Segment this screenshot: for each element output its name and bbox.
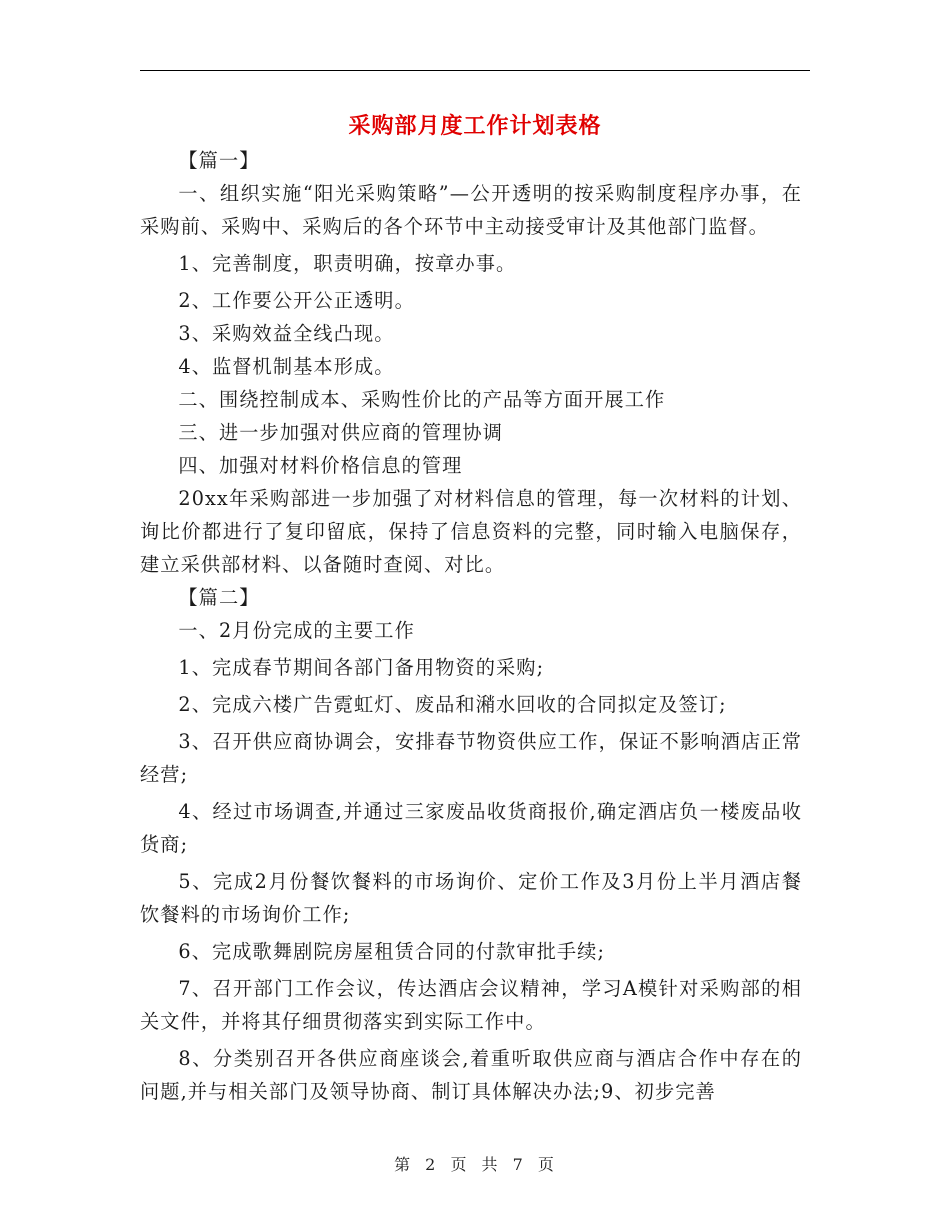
list-item: 8、分类别召开各供应商座谈会,着重听取供应商与酒店合作中存在的问题,并与相关部门及领导协商、制订具体解决办法;9、初步完善 <box>140 1047 802 1103</box>
list-item: 2、完成六楼广告霓虹灯、废品和潲水回收的合同拟定及签订; <box>178 693 727 716</box>
header-rule <box>140 70 810 71</box>
list-item: 1、完成春节期间各部门备用物资的采购; <box>178 656 545 679</box>
paragraph: 一、2月份完成的主要工作 <box>178 619 415 642</box>
list-item: 4、经过市场调查,并通过三家废品收货商报价,确定酒店负一楼废品收货商; <box>140 800 802 856</box>
list-item: 7、召开部门工作会议，传达酒店会议精神，学习A模针对采购部的相关文件，并将其仔细贯彻落实到实际工作中。 <box>140 977 802 1033</box>
section-heading-part-two: 【篇二】 <box>178 586 260 609</box>
section-heading-part-one: 【篇一】 <box>178 149 260 172</box>
paragraph: 四、加强对材料价格信息的管理 <box>178 454 463 477</box>
paragraph: 20xx年采购部进一步加强了对材料信息的管理，每一次材料的计划、询比价都进行了复印留底，保持了信息资料的完整，同时输入电脑保存，建立采供部材料、以备随时查阅、对比。 <box>140 487 802 576</box>
list-item: 6、完成歌舞剧院房屋租赁合同的付款审批手续; <box>178 940 606 963</box>
document-title: 采购部月度工作计划表格 <box>348 113 602 139</box>
paragraph: 二、围绕控制成本、采购性价比的产品等方面开展工作 <box>178 388 666 411</box>
paragraph: 三、进一步加强对供应商的管理协调 <box>178 421 503 444</box>
paragraph: 一、组织实施“阳光采购策略”—公开透明的按采购制度程序办事，在采购前、采购中、采购后的各个环节中主动接受审计及其他部门监督。 <box>140 182 802 238</box>
document-body <box>140 144 802 1108</box>
list-item: 3、召开供应商协调会，安排春节物资供应工作，保证不影响酒店正常经营; <box>140 730 802 786</box>
list-item: 5、完成2月份餐饮餐料的市场询价、定价工作及3月份上半月酒店餐饮餐料的市场询价工作; <box>140 870 802 926</box>
page-number-footer: 第 2 页 共 7 页 <box>394 1155 556 1174</box>
list-item: 2、工作要公开公正透明。 <box>178 289 415 312</box>
list-item: 1、完善制度，职责明确，按章办事。 <box>178 252 517 275</box>
list-item: 3、采购效益全线凸现。 <box>178 322 395 345</box>
list-item: 4、监督机制基本形成。 <box>178 355 395 378</box>
